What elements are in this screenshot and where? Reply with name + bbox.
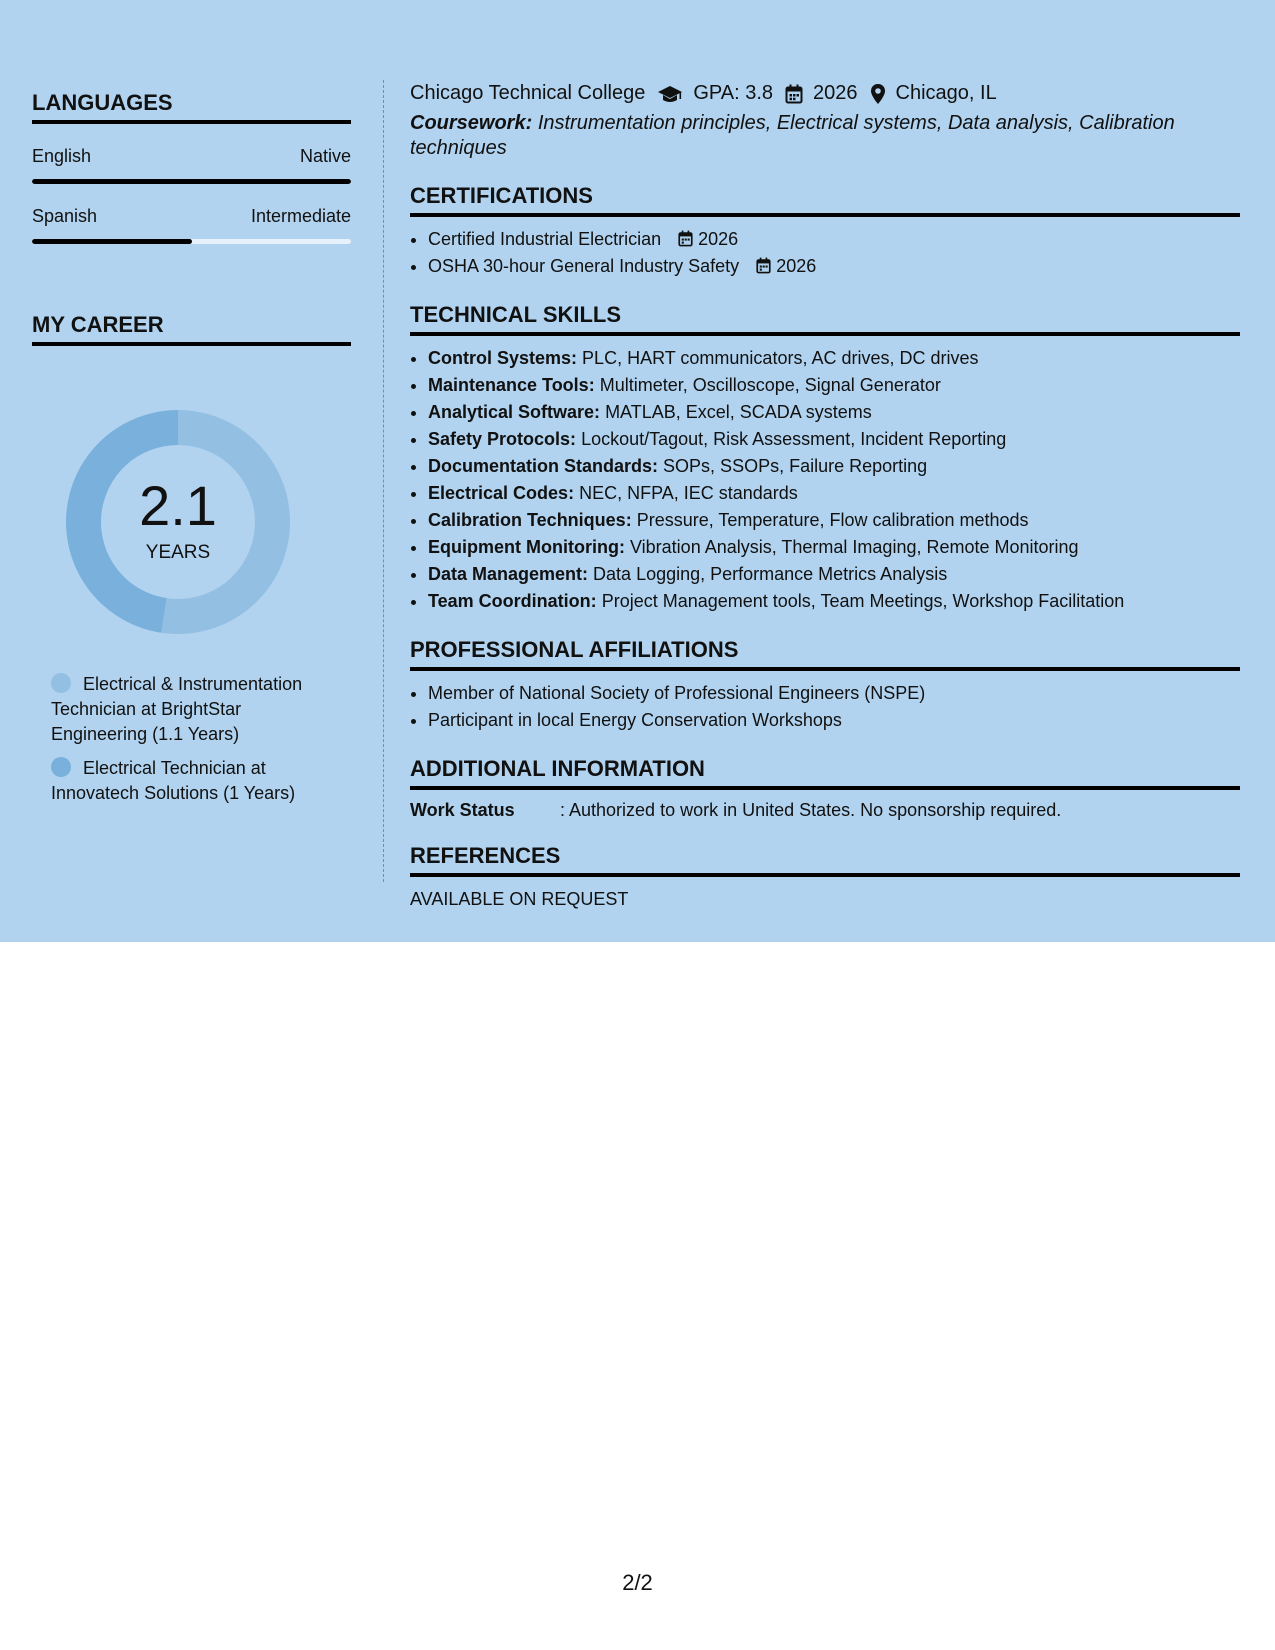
skill-value: MATLAB, Excel, SCADA systems xyxy=(605,402,872,422)
work-status-label: Work Status xyxy=(410,800,515,820)
career-legend xyxy=(51,672,341,815)
language-level: Intermediate xyxy=(250,206,351,226)
language-proficiency-bar xyxy=(32,239,351,244)
column-divider xyxy=(383,80,384,882)
career-donut-chart xyxy=(66,410,290,634)
skill-value: Data Logging, Performance Metrics Analysis xyxy=(593,564,948,584)
legend-dot-icon xyxy=(51,757,71,777)
skill-value: SOPs, SSOPs, Failure Reporting xyxy=(663,456,928,476)
skill-value: NEC, NFPA, IEC standards xyxy=(579,483,798,503)
education-year: 2026 xyxy=(813,82,858,104)
certification-name: Certified Industrial Electrician xyxy=(428,229,662,249)
calendar-icon xyxy=(756,257,771,274)
affiliation-item: • Participant in local Energy Conservation Workshops xyxy=(428,707,1240,734)
skills-list xyxy=(410,345,1240,615)
skill-item xyxy=(428,480,1240,507)
calendar-icon xyxy=(678,230,693,247)
affiliations-list xyxy=(410,680,1240,734)
skill-item xyxy=(428,534,1240,561)
language-level: Native xyxy=(299,146,351,166)
certification-year: 2026 xyxy=(698,229,739,249)
legend-dot-icon xyxy=(51,673,71,693)
languages-heading: LANGUAGES xyxy=(32,90,351,124)
language-name: Spanish xyxy=(32,206,98,226)
skill-item xyxy=(428,507,1240,534)
language-name: English xyxy=(32,146,92,166)
skill-value: PLC, HART communicators, AC drives, DC drives xyxy=(582,348,979,368)
career-total-unit: YEARS xyxy=(145,542,211,563)
language-proficiency-fill xyxy=(32,179,351,184)
work-status-value: : Authorized to work in United States. No sponsorship required. xyxy=(560,800,1062,820)
skill-item xyxy=(428,372,1240,399)
skill-label: Maintenance Tools: xyxy=(428,375,595,395)
skill-item xyxy=(428,561,1240,588)
skill-value: Lockout/Tagout, Risk Assessment, Incident Reporting xyxy=(581,429,1007,449)
skill-label: Data Management: xyxy=(428,564,589,584)
legend-item xyxy=(51,756,341,806)
graduation-cap-icon xyxy=(657,84,683,104)
left-column xyxy=(32,90,351,803)
skill-item xyxy=(428,453,1240,480)
page-number: 2/2 xyxy=(622,1570,653,1595)
skill-item xyxy=(428,426,1240,453)
certification-item xyxy=(428,253,1240,280)
school-name: Chicago Technical College xyxy=(410,82,646,104)
language-item-spanish xyxy=(32,206,351,244)
references-text: AVAILABLE ON REQUEST xyxy=(410,889,629,909)
certifications-heading: CERTIFICATIONS xyxy=(410,183,1240,217)
skill-item xyxy=(428,345,1240,372)
language-proficiency-bar xyxy=(32,179,351,184)
certification-name: OSHA 30-hour General Industry Safety xyxy=(428,256,740,276)
skill-label: Safety Protocols: xyxy=(428,429,577,449)
education-gpa: GPA: 3.8 xyxy=(693,82,774,104)
language-proficiency-fill xyxy=(32,239,192,244)
skill-label: Team Coordination: xyxy=(428,591,597,611)
coursework-text xyxy=(410,111,1240,161)
skill-value: Multimeter, Oscilloscope, Signal Generator xyxy=(599,375,941,395)
right-column xyxy=(410,82,1240,910)
coursework-label: Coursework: xyxy=(410,112,533,134)
skill-label: Documentation Standards: xyxy=(428,456,659,476)
affiliation-item: • Member of National Society of Professional Engineers (NSPE) xyxy=(428,680,1240,707)
career-total-value: 2.1 xyxy=(139,474,217,537)
skills-heading: TECHNICAL SKILLS xyxy=(410,302,1240,336)
additional-info-heading: ADDITIONAL INFORMATION xyxy=(410,756,1240,790)
legend-label: Electrical Technician at Innovatech Solutions (1 Years) xyxy=(51,758,296,803)
skill-value: Pressure, Temperature, Flow calibration methods xyxy=(636,510,1029,530)
career-heading: MY CAREER xyxy=(32,312,351,346)
references-heading: REFERENCES xyxy=(410,843,1240,877)
calendar-icon xyxy=(785,84,803,104)
skill-label: Calibration Techniques: xyxy=(428,510,632,530)
skill-item xyxy=(428,588,1240,615)
affiliations-heading: PROFESSIONAL AFFILIATIONS xyxy=(410,637,1240,671)
certifications-list xyxy=(410,226,1240,280)
skill-value: Project Management tools, Team Meetings, Workshop Facilitation xyxy=(601,591,1125,611)
certification-item xyxy=(428,226,1240,253)
certification-year: 2026 xyxy=(776,256,817,276)
coursework-value: Instrumentation principles, Electrical systems, Data analysis, Calibration techniques xyxy=(410,112,1175,159)
skill-value: Vibration Analysis, Thermal Imaging, Remote Monitoring xyxy=(629,537,1079,557)
education-line xyxy=(410,82,1240,105)
legend-label: Electrical & Instrumentation Technician at BrightStar Engineering (1.1 Years) xyxy=(51,674,303,744)
skill-item xyxy=(428,399,1240,426)
language-item-english xyxy=(32,146,351,184)
education-location: Chicago, IL xyxy=(895,82,997,104)
skill-label: Equipment Monitoring: xyxy=(428,537,625,557)
skill-label: Control Systems: xyxy=(428,348,578,368)
location-pin-icon xyxy=(870,83,886,105)
skill-label: Electrical Codes: xyxy=(428,483,575,503)
skill-label: Analytical Software: xyxy=(428,402,601,422)
work-status-row xyxy=(410,800,1240,821)
legend-item xyxy=(51,672,341,747)
